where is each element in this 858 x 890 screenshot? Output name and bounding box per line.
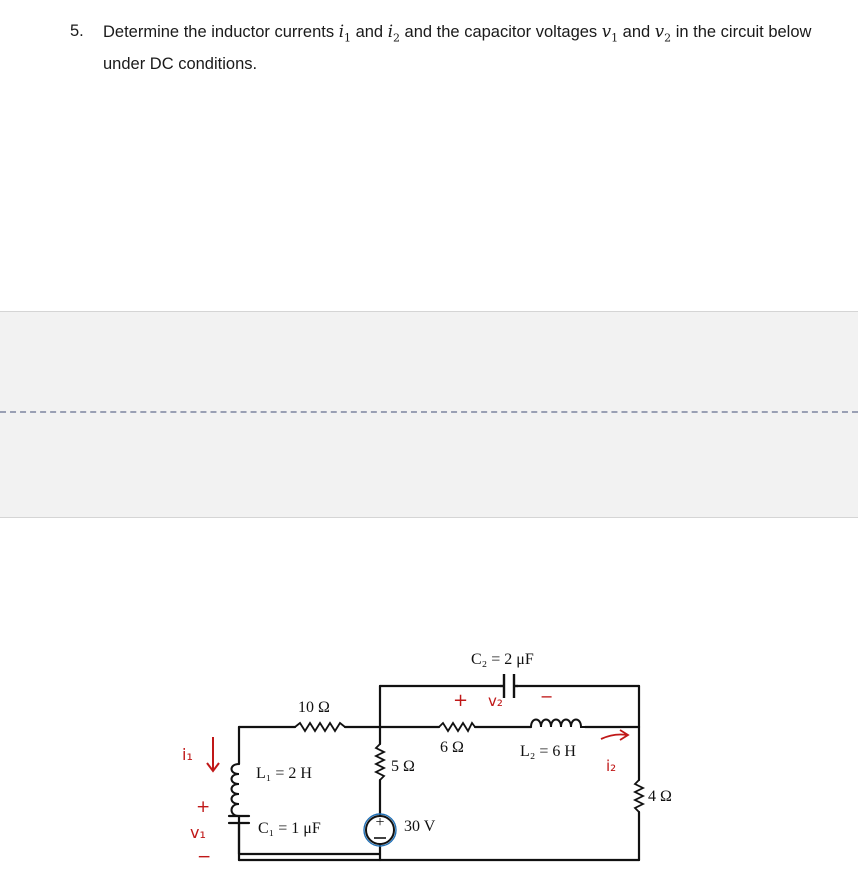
resistor-10ohm	[295, 723, 345, 731]
resistor-4ohm	[635, 780, 643, 812]
label-30v: 30 V	[404, 818, 436, 835]
label-c1: C₁ = 1 μF	[258, 820, 321, 837]
handwritten-minus-c2: −	[540, 687, 554, 706]
label-l2: L₂ = 6 H	[520, 743, 576, 760]
label-6ohm: 6 Ω	[440, 739, 464, 756]
handwritten-v1: v₁	[190, 823, 206, 842]
problem-text: Determine the inductor currents $i_1$ and $i_2$ and the capacitor voltages $v_1$ and $v_2$ in the circuit below under DC conditions.	[103, 22, 812, 74]
handwritten-minus: −	[197, 847, 212, 867]
handwritten-i1: i₁	[182, 745, 193, 764]
label-l1: L₁ = 2 H	[256, 765, 312, 782]
problem-number: 5.	[70, 22, 84, 40]
handwritten-arrow-right-icon	[601, 730, 628, 740]
handwritten-plus: +	[196, 797, 211, 817]
handwritten-v2: v₂	[488, 692, 503, 710]
label-10ohm: 10 Ω	[298, 699, 330, 716]
inductor-l2	[531, 720, 585, 728]
resistor-6ohm	[439, 723, 475, 731]
inductor-l1	[232, 764, 240, 816]
resistor-5ohm	[376, 744, 384, 780]
label-5ohm: 5 Ω	[391, 758, 415, 775]
handwritten-arrow-down-icon	[207, 737, 219, 771]
source-plus-sign: +	[375, 814, 385, 831]
voltage-source-30v	[364, 814, 396, 846]
handwritten-i2: i₂	[606, 757, 617, 775]
label-c2: C₂ = 2 μF	[471, 651, 534, 668]
label-4ohm: 4 Ω	[648, 788, 672, 805]
handwritten-plus-c2: +	[453, 690, 469, 711]
